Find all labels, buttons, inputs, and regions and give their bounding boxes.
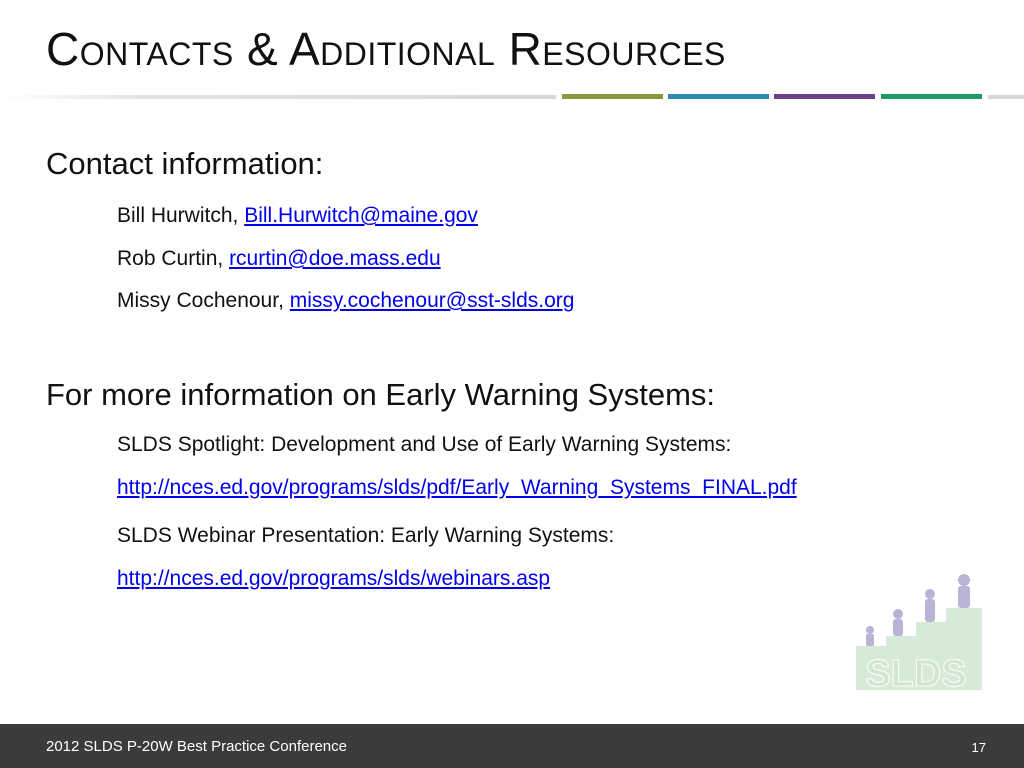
footer-bar: [0, 724, 1024, 768]
contact-heading: Contact information:: [46, 146, 324, 181]
resource-url-row: [117, 476, 797, 500]
logo-text: SLDS: [865, 653, 967, 695]
contact-email-link[interactable]: rcurtin@doe.mass.edu: [229, 247, 441, 270]
accent-rule-olive: [562, 94, 663, 99]
resource-label: SLDS Webinar Presentation: Early Warning Systems:: [117, 524, 615, 547]
slds-logo: [846, 572, 986, 696]
resource-label: SLDS Spotlight: Development and Use of Early Warning Systems:: [117, 433, 732, 456]
contact-email-link[interactable]: Bill.Hurwitch@maine.gov: [244, 204, 478, 227]
contact-row: [117, 204, 478, 228]
accent-rule-purple: [774, 94, 875, 99]
title-rule: [0, 95, 556, 99]
resource-url-row: [117, 567, 550, 591]
title-rule-tail: [988, 95, 1024, 99]
contact-row: [117, 247, 441, 271]
contact-email-link[interactable]: missy.cochenour@sst-slds.org: [289, 289, 575, 312]
accent-rule-blue: [668, 94, 769, 99]
contact-row: [117, 289, 574, 313]
accent-rule-green: [881, 94, 982, 99]
contact-name: Bill Hurwitch,: [117, 204, 239, 227]
resource-url-link[interactable]: http://nces.ed.gov/programs/slds/pdf/Early_Warning_Systems_FINAL.pdf: [117, 476, 797, 499]
resources-heading: For more information on Early Warning Systems:: [46, 377, 716, 412]
resource-url-link[interactable]: http://nces.ed.gov/programs/slds/webinars.asp: [117, 567, 551, 590]
footer-conference: 2012 SLDS P-20W Best Practice Conference: [46, 738, 347, 755]
page-number: 17: [971, 740, 986, 755]
contact-name: Missy Cochenour,: [117, 289, 284, 312]
slide-title: Contacts & Additional Resources: [46, 23, 726, 75]
contact-name: Rob Curtin,: [117, 247, 224, 270]
